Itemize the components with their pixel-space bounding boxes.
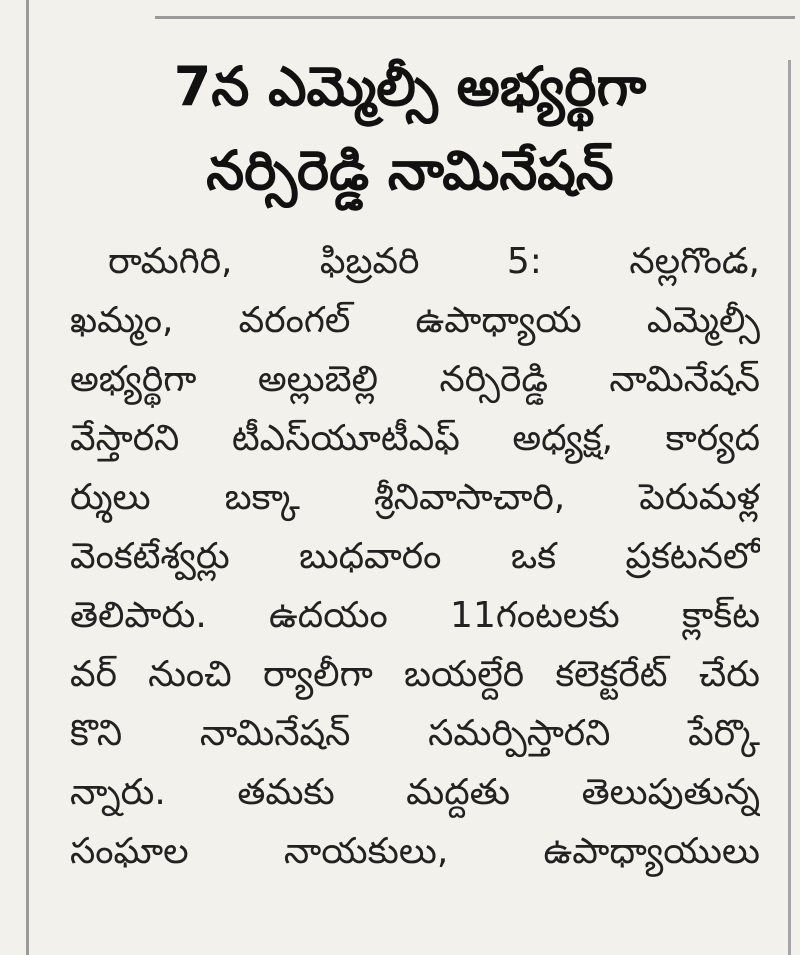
headline-line-1: 7న ఎమ్మెల్సీ అభ్యర్థిగా	[173, 55, 647, 118]
body-line: న్నారు. తమకు మద్దతు తెలుపుతున్న	[70, 772, 760, 813]
body-line: ఖమ్మం, వరంగల్ ఉపాధ్యాయ ఎమ్మెల్సీ	[70, 300, 760, 341]
body-line: ర్శులు బక్కా శ్రీనివాసాచారి, పెరుమళ్ల	[70, 477, 760, 518]
top-rule	[155, 16, 795, 19]
body-line: రామగిరి, ఫిబ్రవరి 5: నల్లగొండ,	[108, 241, 760, 282]
body-line: వర్ నుంచి ర్యాలీగా బయల్దేరి కలెక్టరేట్ చేరు	[70, 654, 760, 695]
body-line: తెలిపారు. ఉదయం 11గంటలకు క్లాక్‌ట	[70, 595, 760, 636]
left-column-rule	[26, 0, 29, 955]
article-body	[70, 232, 760, 881]
right-column-rule	[788, 60, 791, 955]
body-line: వెంకటేశ్వర్లు బుధవారం ఒక ప్రకటనలో	[70, 536, 760, 577]
headline	[60, 45, 760, 213]
body-line: అభ్యర్థిగా అల్లుబెల్లి నర్సిరెడ్డి నామినేషన్	[70, 359, 760, 400]
headline-line-2: నర్సిరెడ్డి నామినేషన్	[206, 139, 614, 202]
body-line: వేస్తారని టీఎస్‌యూటీఎఫ్ అధ్యక్ష, కార్యద	[70, 418, 760, 459]
body-line: సంఘాల నాయకులు, ఉపాధ్యాయులు	[70, 831, 760, 872]
body-line: కొని నామినేషన్ సమర్పిస్తారని పేర్కొ	[70, 713, 760, 754]
